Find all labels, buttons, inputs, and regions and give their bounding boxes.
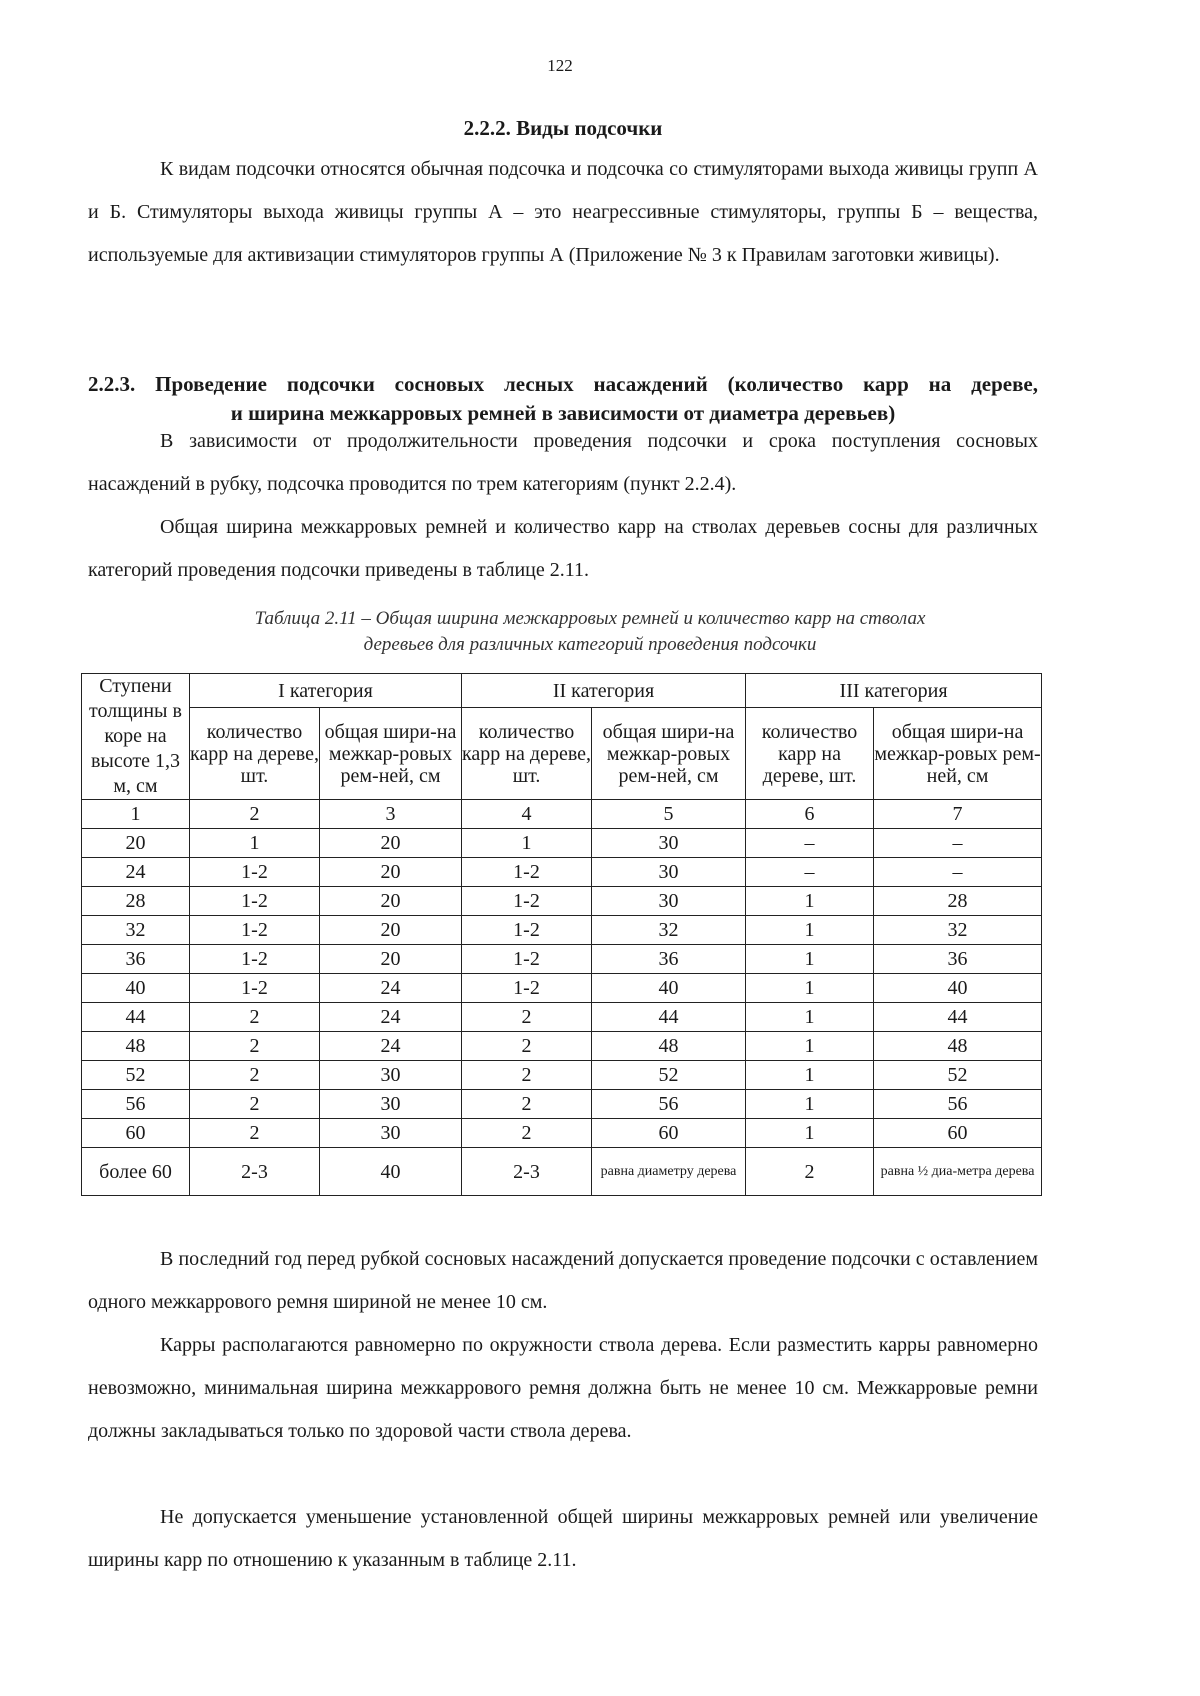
table-cell: – <box>746 858 874 887</box>
table-cell: 1 <box>746 916 874 945</box>
table-cell: 52 <box>592 1061 746 1090</box>
table-row <box>82 974 1042 1003</box>
table-cell: 32 <box>874 916 1042 945</box>
table-cell: 56 <box>82 1090 190 1119</box>
table-cell: 20 <box>320 916 462 945</box>
header-width-cat3: общая шири-на межкар-ровых рем-ней, см <box>874 708 1042 800</box>
table-cell: 20 <box>320 829 462 858</box>
table-cell: 1 <box>746 1003 874 1032</box>
header-width-cat1: общая шири-на межкар-ровых рем-ней, см <box>320 708 462 800</box>
table-cell: 2 <box>462 1003 592 1032</box>
table-cell: 36 <box>592 945 746 974</box>
section-heading-2-2-3-line2: и ширина межкарровых ремней в зависимости от диаметра деревьев) <box>230 401 896 425</box>
header-count-cat1: количество карр на дереве, шт. <box>190 708 320 800</box>
section-2-2-2-paragraph: К видам подсочки относятся обычная подсочка и подсочка со стимуляторами выхода живицы групп А и Б. Стимуляторы выхода живицы группы А – это неагрессивные стимуляторы, группы Б – вещества, используемые для активизации стимуляторов группы А (Приложение № 3 к Правилам заготовки живицы). <box>88 158 1038 266</box>
table-cell: 1-2 <box>462 858 592 887</box>
table-cell: 40 <box>82 974 190 1003</box>
table-cell: 24 <box>320 974 462 1003</box>
table-cell: 40 <box>874 974 1042 1003</box>
after-table-paragraph-2: Карры располагаются равномерно по окружности ствола дерева. Если разместить карры равномерно невозможно, минимальная ширина межкаррового ремня должна быть не менее 10 см. Межкарровые ремни должны закладываться только по здоровой части ствола дерева. <box>88 1334 1038 1442</box>
table-cell: 1 <box>746 974 874 1003</box>
table-cell: 2 <box>190 1003 320 1032</box>
table-row-last <box>82 1148 1042 1196</box>
table-cell: 2 <box>462 1032 592 1061</box>
table-cell: 2 <box>462 1119 592 1148</box>
column-number-row <box>82 800 1042 829</box>
table-row <box>82 1090 1042 1119</box>
header-category-3: III категория <box>746 674 1042 708</box>
table-cell: 1-2 <box>190 916 320 945</box>
section-heading-2-2-3-line1: 2.2.3. Проведение подсочки сосновых лесных насаждений (количество карр на дереве, <box>88 372 1038 396</box>
table-cell: 30 <box>320 1090 462 1119</box>
col-number: 3 <box>320 800 462 829</box>
header-count-cat3: количество карр на дереве, шт. <box>746 708 874 800</box>
table-cell: 1 <box>746 1032 874 1061</box>
table-cell: 2 <box>190 1032 320 1061</box>
table-cell: 32 <box>82 916 190 945</box>
table-cell: 36 <box>874 945 1042 974</box>
table-caption <box>140 606 1040 658</box>
table-cell: 56 <box>874 1090 1042 1119</box>
header-thickness-step: Ступени толщины в коре на высоте 1,3 м, см <box>82 674 190 800</box>
table-cell: 20 <box>320 945 462 974</box>
table-cell: 2-3 <box>190 1148 320 1196</box>
table-cell: 24 <box>82 858 190 887</box>
table-row <box>82 945 1042 974</box>
table-row <box>82 1003 1042 1032</box>
table-cell: 30 <box>320 1119 462 1148</box>
table-cell: 1 <box>190 829 320 858</box>
header-width-cat2: общая шири-на межкар-ровых рем-ней, см <box>592 708 746 800</box>
table-cell: 48 <box>82 1032 190 1061</box>
table-cell: 2 <box>190 1119 320 1148</box>
table-cell: 30 <box>320 1061 462 1090</box>
table-cell: 44 <box>82 1003 190 1032</box>
col-number: 5 <box>592 800 746 829</box>
page-number: 122 <box>547 56 573 75</box>
table-cell: 24 <box>320 1032 462 1061</box>
table-cell: более 60 <box>82 1148 190 1196</box>
table-cell: 1-2 <box>462 916 592 945</box>
table-cell: 20 <box>82 829 190 858</box>
section-2-2-3-paragraph-1: В зависимости от продолжительности проведения подсочки и срока поступления сосновых насаждений в рубку, подсочка проводится по трем категориям (пункт 2.2.4). <box>88 430 1038 495</box>
table-row <box>82 829 1042 858</box>
table-row <box>82 887 1042 916</box>
table-cell: 2 <box>462 1061 592 1090</box>
table-cell: 30 <box>592 858 746 887</box>
table-cell: 28 <box>82 887 190 916</box>
header-category-1: I категория <box>190 674 462 708</box>
table-cell: равна диаметру дерева <box>592 1148 746 1196</box>
table-cell: 56 <box>592 1090 746 1119</box>
table-cell: 48 <box>874 1032 1042 1061</box>
table-row <box>82 1061 1042 1090</box>
table-cell: 2-3 <box>462 1148 592 1196</box>
table-cell: 44 <box>874 1003 1042 1032</box>
col-number: 1 <box>82 800 190 829</box>
col-number: 2 <box>190 800 320 829</box>
table-cell: 1-2 <box>462 945 592 974</box>
table-cell: 40 <box>320 1148 462 1196</box>
after-table-paragraph-3: Не допускается уменьшение установленной общей ширины межкарровых ремней или увеличение ширины карр по отношению к указанным в таблице 2.11. <box>88 1506 1038 1571</box>
col-number: 4 <box>462 800 592 829</box>
table-cell: 2 <box>190 1090 320 1119</box>
section-2-2-3-paragraph-2: Общая ширина межкарровых ремней и количество карр на стволах деревьев сосны для различных категорий проведения подсочки приведены в таблице 2.11. <box>88 516 1038 581</box>
table-cell: 30 <box>592 829 746 858</box>
table-caption-line2: деревьев для различных категорий проведения подсочки <box>363 634 817 655</box>
table-cell: 1 <box>746 887 874 916</box>
table-row <box>82 1032 1042 1061</box>
data-table <box>81 673 1042 1196</box>
col-number: 7 <box>874 800 1042 829</box>
table-cell: 1-2 <box>190 945 320 974</box>
table-row <box>82 858 1042 887</box>
table-cell: 1-2 <box>190 858 320 887</box>
table-cell: 1 <box>746 945 874 974</box>
table-cell: 20 <box>320 858 462 887</box>
section-heading-2-2-2: 2.2.2. Виды подсочки <box>463 116 663 140</box>
table-cell: 52 <box>874 1061 1042 1090</box>
table-cell: 1 <box>746 1119 874 1148</box>
table-cell: 60 <box>82 1119 190 1148</box>
table-cell: 24 <box>320 1003 462 1032</box>
table-row <box>82 1119 1042 1148</box>
after-table-paragraph-1: В последний год перед рубкой сосновых насаждений допускается проведение подсочки с оставлением одного межкаррового ремня шириной не менее 10 см. <box>88 1248 1038 1313</box>
table-cell: 44 <box>592 1003 746 1032</box>
table-cell: 1-2 <box>462 887 592 916</box>
table-cell: 30 <box>592 887 746 916</box>
header-category-2: II категория <box>462 674 746 708</box>
table-cell: 1 <box>746 1090 874 1119</box>
table-cell: 2 <box>190 1061 320 1090</box>
table-cell: 20 <box>320 887 462 916</box>
table-cell: – <box>874 829 1042 858</box>
col-number: 6 <box>746 800 874 829</box>
header-count-cat2: количество карр на дереве, шт. <box>462 708 592 800</box>
table-cell: 52 <box>82 1061 190 1090</box>
table-cell: 36 <box>82 945 190 974</box>
table-cell: 32 <box>592 916 746 945</box>
table-caption-line1: Таблица 2.11 – Общая ширина межкарровых ремней и количество карр на стволах <box>254 608 926 629</box>
table-cell: 40 <box>592 974 746 1003</box>
table-cell: 60 <box>874 1119 1042 1148</box>
table-cell: 28 <box>874 887 1042 916</box>
table-cell: 60 <box>592 1119 746 1148</box>
table-cell: равна ½ диа-метра дерева <box>874 1148 1042 1196</box>
table-cell: – <box>746 829 874 858</box>
table-cell: 1 <box>462 829 592 858</box>
table-cell: 2 <box>746 1148 874 1196</box>
table-cell: 1-2 <box>462 974 592 1003</box>
table-cell: 48 <box>592 1032 746 1061</box>
table-row <box>82 916 1042 945</box>
table-cell: 1-2 <box>190 887 320 916</box>
table-cell: 1-2 <box>190 974 320 1003</box>
table-cell: – <box>874 858 1042 887</box>
table-cell: 1 <box>746 1061 874 1090</box>
table-cell: 2 <box>462 1090 592 1119</box>
